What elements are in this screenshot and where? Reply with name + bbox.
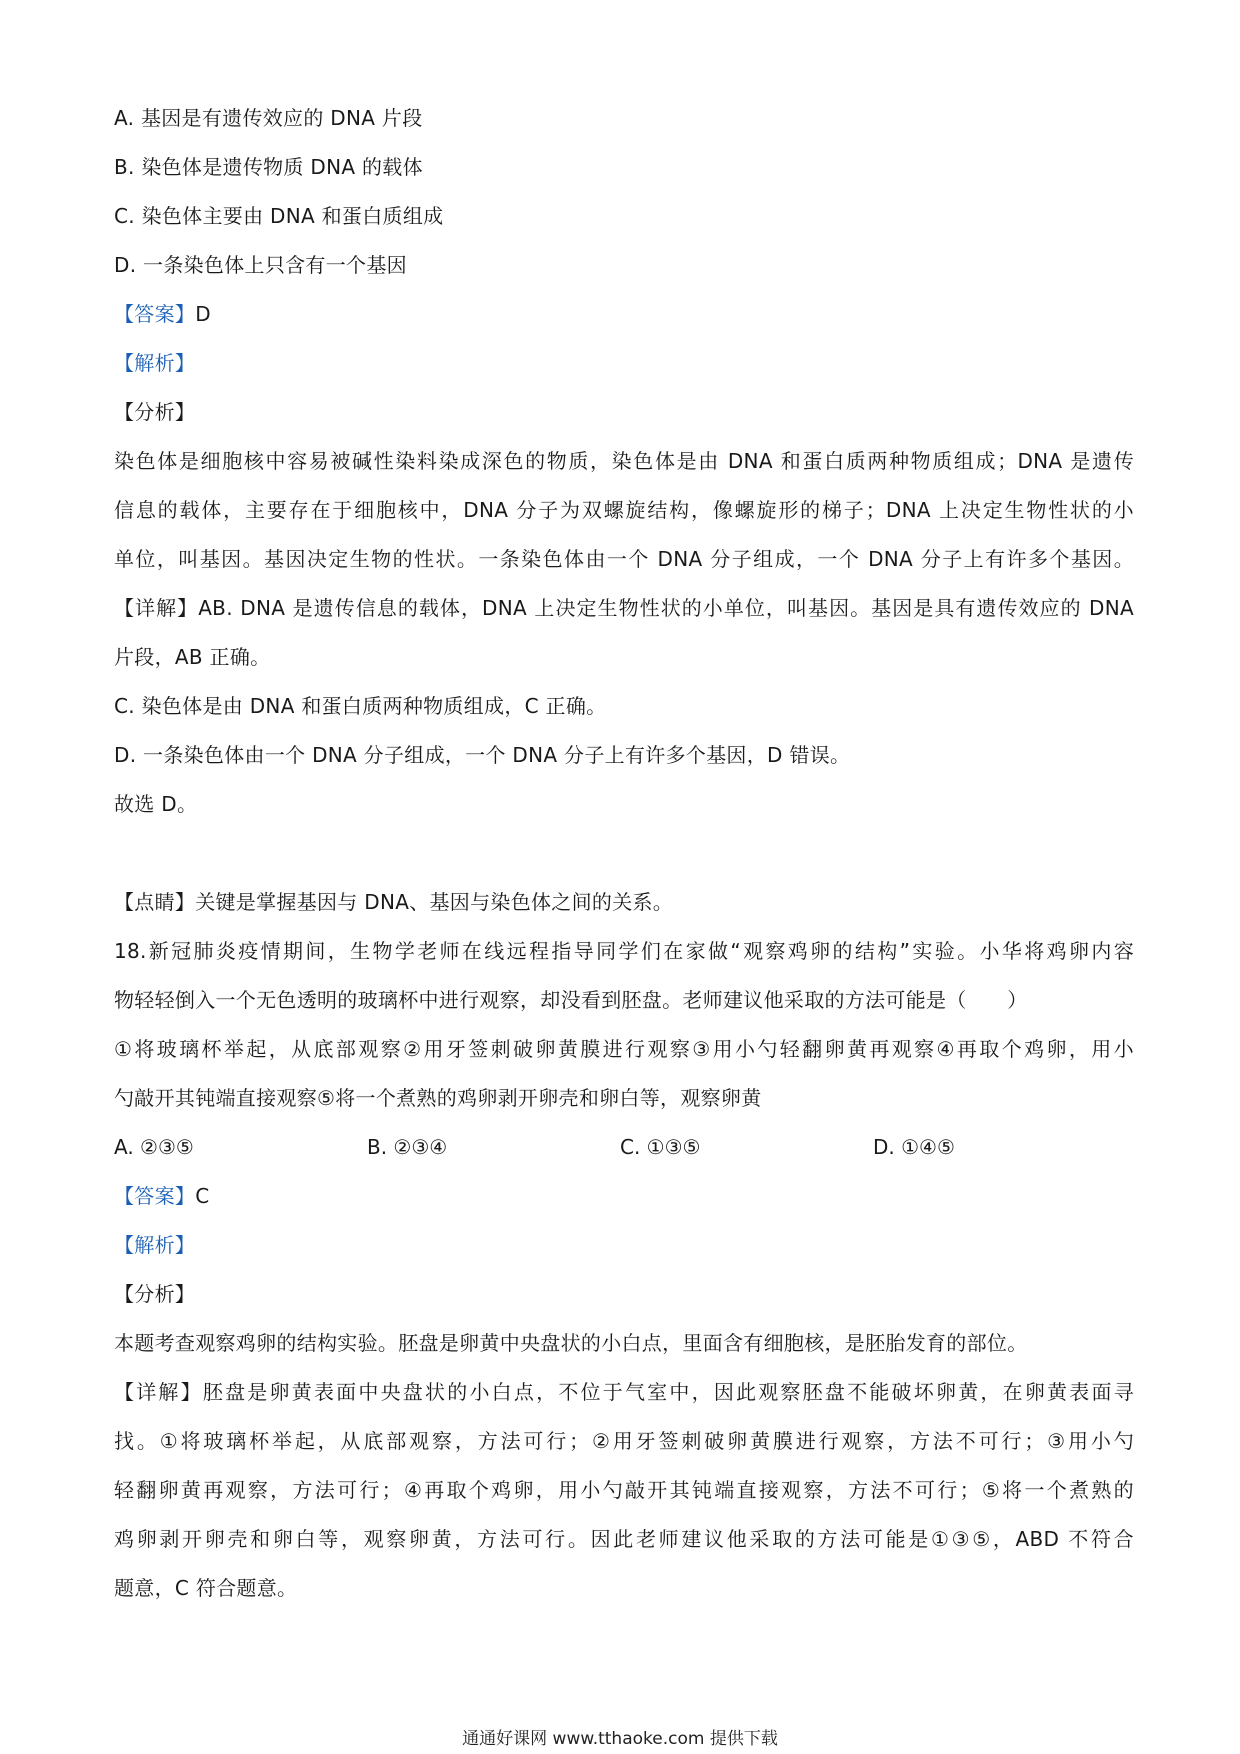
q18-stem-line: ①将玻璃杯举起，从底部观察②用牙签刺破卵黄膜进行观察③用小勺轻翻卵黄再观察④再取个鸡卵，用小 xyxy=(114,1037,1134,1061)
q17-option-d: D. 一条染色体上只含有一个基因 xyxy=(114,253,407,277)
xiangjie-tag: 【详解】 xyxy=(114,596,199,620)
answer-value: D xyxy=(195,302,211,326)
q18-option-d: D. ①④⑤ xyxy=(873,1135,955,1159)
q17-conclusion: 故选 D。 xyxy=(114,792,198,816)
q17-answer xyxy=(114,299,1134,329)
q18-answer xyxy=(114,1181,1134,1211)
dianjing-text: 关键是掌握基因与 DNA、基因与染色体之间的关系。 xyxy=(195,890,674,914)
xiangjie-tag: 【详解】 xyxy=(114,1380,203,1404)
q17-jiexi-tag: 【解析】 xyxy=(114,351,196,375)
q17-xiangjie-c: C. 染色体是由 DNA 和蛋白质两种物质组成，C 正确。 xyxy=(114,694,607,718)
q18-fenxi: 本题考查观察鸡卵的结构实验。胚盘是卵黄中央盘状的小白点，里面含有细胞核，是胚胎发育的部位。 xyxy=(114,1331,1028,1355)
q17-dianjing xyxy=(114,887,1134,917)
q17-option-c: C. 染色体主要由 DNA 和蛋白质组成 xyxy=(114,204,444,228)
q18-xiangjie-line: 找。①将玻璃杯举起，从底部观察，方法可行；②用牙签刺破卵黄膜进行观察，方法不可行；③用小勺 xyxy=(114,1429,1134,1453)
q17-fenxi-line: 染色体是细胞核中容易被碱性染料染成深色的物质，染色体是由 DNA 和蛋白质两种物质组成；DNA 是遗传 xyxy=(114,449,1134,473)
q18-fenxi-tag: 【分析】 xyxy=(114,1282,196,1306)
q18-option-b: B. ②③④ xyxy=(367,1135,448,1159)
q18-option-c: C. ①③⑤ xyxy=(620,1135,701,1159)
page-footer: 通通好课网 www.tthaoke.com 提供下载 xyxy=(462,1729,778,1749)
xiangjie-text: AB. DNA 是遗传信息的载体，DNA 上决定生物性状的小单位，叫基因。基因是具有遗传效应的 DNA xyxy=(198,596,1134,620)
q18-stem-line: 物轻轻倒入一个无色透明的玻璃杯中进行观察，却没看到胚盘。老师建议他采取的方法可能是（ ） xyxy=(114,988,1028,1012)
answer-tag: 【答案】 xyxy=(114,1184,196,1208)
answer-tag: 【答案】 xyxy=(114,302,196,326)
q18-xiangjie-line: 鸡卵剥开卵壳和卵白等，观察卵黄，方法可行。因此老师建议他采取的方法可能是①③⑤，ABD 不符合 xyxy=(114,1527,1134,1551)
q17-fenxi-tag: 【分析】 xyxy=(114,400,196,424)
q18-xiangjie-line: 轻翻卵黄再观察，方法可行；④再取个鸡卵，用小勺敲开其钝端直接观察，方法不可行；⑤将一个煮熟的 xyxy=(114,1478,1134,1502)
q18-xiangjie-line: 题意，C 符合题意。 xyxy=(114,1576,298,1600)
q17-xiangjie xyxy=(114,593,1134,623)
q18-stem-line: 18.新冠肺炎疫情期间，生物学老师在线远程指导同学们在家做“观察鸡卵的结构”实验。小华将鸡卵内容 xyxy=(114,939,1134,963)
q17-xiangjie-d: D. 一条染色体由一个 DNA 分子组成，一个 DNA 分子上有许多个基因，D 错误。 xyxy=(114,743,851,767)
answer-value: C xyxy=(195,1184,210,1208)
q17-option-b: B. 染色体是遗传物质 DNA 的载体 xyxy=(114,155,423,179)
dianjing-tag: 【点睛】 xyxy=(114,890,196,914)
xiangjie-text: 胚盘是卵黄表面中央盘状的小白点，不位于气室中，因此观察胚盘不能破坏卵黄，在卵黄表面寻 xyxy=(202,1380,1135,1404)
q18-option-a: A. ②③⑤ xyxy=(114,1135,194,1159)
q17-fenxi-line: 单位，叫基因。基因决定生物的性状。一条染色体由一个 DNA 分子组成，一个 DNA 分子上有许多个基因。 xyxy=(114,547,1134,571)
q18-xiangjie xyxy=(114,1377,1134,1407)
q17-xiangjie-line2: 片段，AB 正确。 xyxy=(114,645,271,669)
q18-stem-line: 勺敲开其钝端直接观察⑤将一个煮熟的鸡卵剥开卵壳和卵白等，观察卵黄 xyxy=(114,1086,762,1110)
q17-option-a: A. 基因是有遗传效应的 DNA 片段 xyxy=(114,106,423,130)
q18-jiexi-tag: 【解析】 xyxy=(114,1233,196,1257)
q17-fenxi-line: 信息的载体，主要存在于细胞核中，DNA 分子为双螺旋结构，像螺旋形的梯子；DNA 上决定生物性状的小 xyxy=(114,498,1134,522)
